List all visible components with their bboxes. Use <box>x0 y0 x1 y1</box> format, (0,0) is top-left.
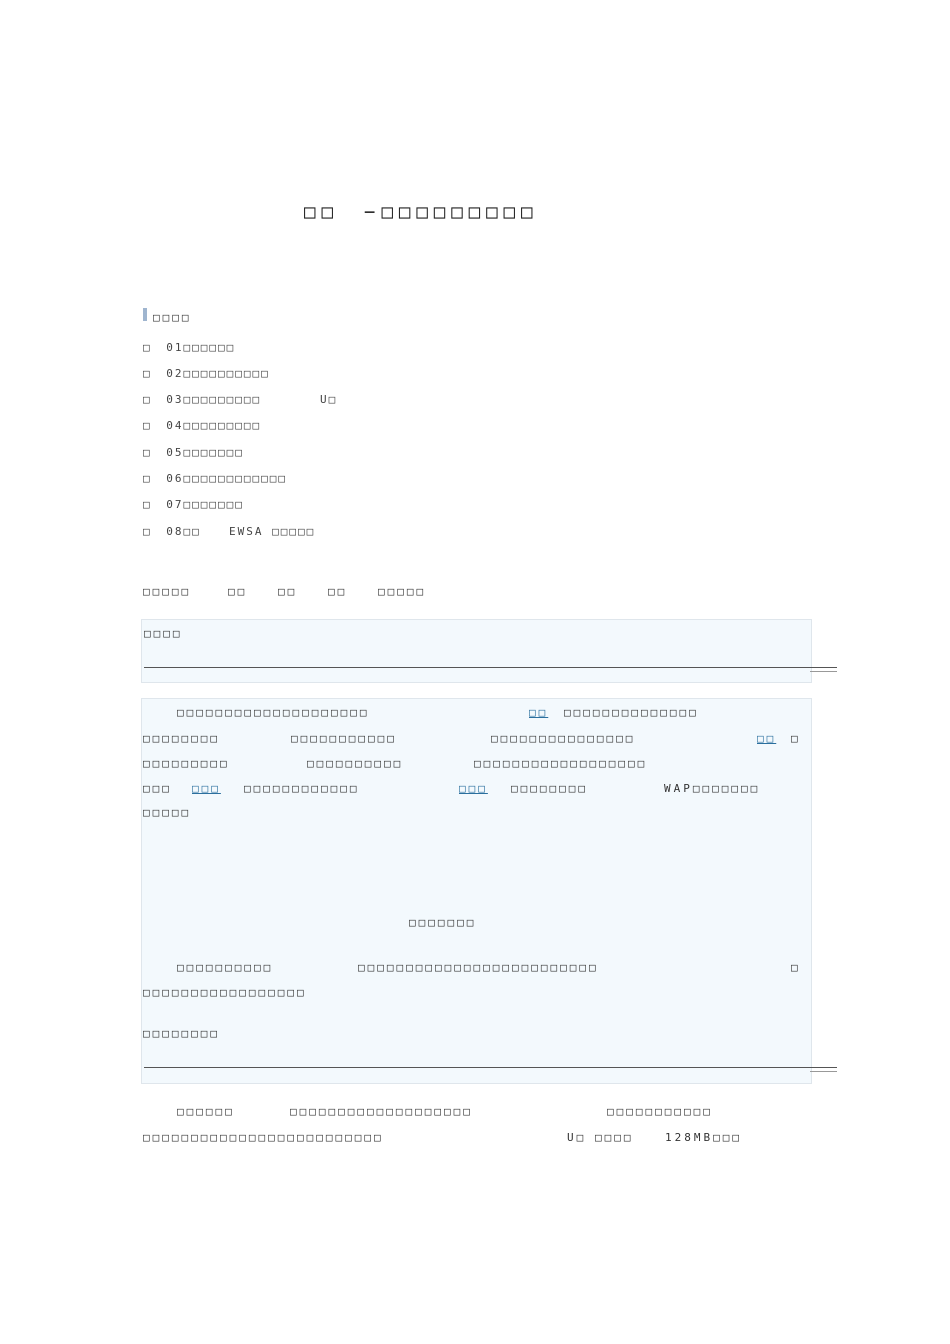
toc-item[interactable] <box>143 393 261 406</box>
section-marker <box>143 308 147 321</box>
toc-item-label: 05□□□□□□□ <box>166 446 244 459</box>
para-text: □□□□□□ <box>177 1105 235 1118</box>
toc-bullet: □ <box>143 472 152 485</box>
toc-item-suffix: U□ <box>320 393 338 406</box>
divider-tail <box>810 671 837 672</box>
para-text: □□□□□□□□□□□ <box>291 732 397 745</box>
toc-item[interactable] <box>143 367 270 380</box>
para-text: □□□□□□□□□□□□□□□□□□□□□□□□□ <box>358 961 599 974</box>
toc-item[interactable] <box>143 472 287 485</box>
title-part-a: □□ <box>304 201 339 223</box>
section-heading: □□□□ <box>144 627 183 640</box>
para-text: U□ <box>567 1131 587 1144</box>
nav-item[interactable]: □□ <box>278 585 298 598</box>
inline-link[interactable]: □□□ <box>192 782 221 795</box>
nav-item[interactable]: □□□□□ <box>143 585 192 598</box>
para-text: □□□□□□□□□□□□□□□□□□□ <box>290 1105 473 1118</box>
toc-item-suffix: EWSA □□□□□ <box>229 525 316 538</box>
para-text: □□□□□□□□□□□□□□□□□□ <box>474 757 648 770</box>
para-text: □□□□□□□□□□□□□□□□□□□□ <box>177 706 370 719</box>
para-text: □□□□ <box>595 1131 634 1144</box>
para-text: □□□□□□□□□□□□□□□□□ <box>143 986 307 999</box>
section-header-box <box>141 619 812 683</box>
toc-item-label: 07□□□□□□□ <box>166 498 244 511</box>
nav-item[interactable]: □□ <box>328 585 348 598</box>
para-text: □□□□□□□□□□□ <box>607 1105 713 1118</box>
toc-item-label: 06□□□□□□□□□□□□ <box>166 472 287 485</box>
toc-item-label: 04□□□□□□□□□ <box>166 419 262 432</box>
toc-heading: □□□□ <box>153 311 192 324</box>
para-text: □□□□□□□□□□□□□□□□□□□□□□□□□ <box>143 1131 384 1144</box>
para-text: □ <box>791 732 801 745</box>
inline-link[interactable]: □□□ <box>459 782 488 795</box>
toc-item-label: 01□□□□□□ <box>166 341 236 354</box>
content-box <box>141 698 812 1084</box>
nav-item[interactable]: □□□□□ <box>378 585 427 598</box>
toc-bullet: □ <box>143 498 152 511</box>
toc-bullet: □ <box>143 367 152 380</box>
para-text: □□□□□□□□ <box>143 732 220 745</box>
para-text: □□□□□□□□□□ <box>177 961 274 974</box>
divider-tail <box>810 1071 837 1072</box>
toc-item[interactable] <box>143 341 235 354</box>
divider <box>144 667 837 668</box>
para-text: □□□□□□□□□□□□□□ <box>564 706 699 719</box>
section-heading: □□□□□□□□ <box>143 1027 220 1040</box>
toc-bullet: □ <box>143 341 152 354</box>
toc-item[interactable] <box>143 419 261 432</box>
toc-item[interactable] <box>143 498 244 511</box>
para-text: □□□□□□□□□ <box>143 757 230 770</box>
toc-bullet: □ <box>143 446 152 459</box>
para-text: □ <box>791 961 801 974</box>
para-text: □□□□□□□□ <box>511 782 588 795</box>
toc-bullet: □ <box>143 525 152 538</box>
toc-bullet: □ <box>143 393 152 406</box>
divider <box>144 1067 837 1068</box>
inline-link[interactable]: □□ <box>757 732 777 745</box>
para-text: □□□ <box>143 782 172 795</box>
page-title <box>304 201 339 223</box>
para-text: 128MB□□□ <box>665 1131 742 1144</box>
toc-item-label: 03□□□□□□□□□ <box>166 393 262 406</box>
inline-link[interactable]: □□ <box>529 706 549 719</box>
toc-item[interactable] <box>143 525 201 538</box>
para-text: □□□□□ <box>143 806 192 819</box>
toc-bullet: □ <box>143 419 152 432</box>
toc-item[interactable] <box>143 446 244 459</box>
title-part-b: −□□□□□□□□□ <box>364 201 539 223</box>
para-text: WAP□□□□□□□ <box>664 782 761 795</box>
center-heading: □□□□□□□ <box>409 916 477 929</box>
page-title-rest <box>364 201 538 223</box>
para-text: □□□□□□□□□□ <box>307 757 404 770</box>
para-text: □□□□□□□□□□□□ <box>244 782 360 795</box>
nav-item[interactable]: □□ <box>228 585 248 598</box>
toc-item-label: 08□□ <box>166 525 201 538</box>
para-text: □□□□□□□□□□□□□□□ <box>491 732 636 745</box>
toc-item-label: 02□□□□□□□□□□ <box>166 367 270 380</box>
